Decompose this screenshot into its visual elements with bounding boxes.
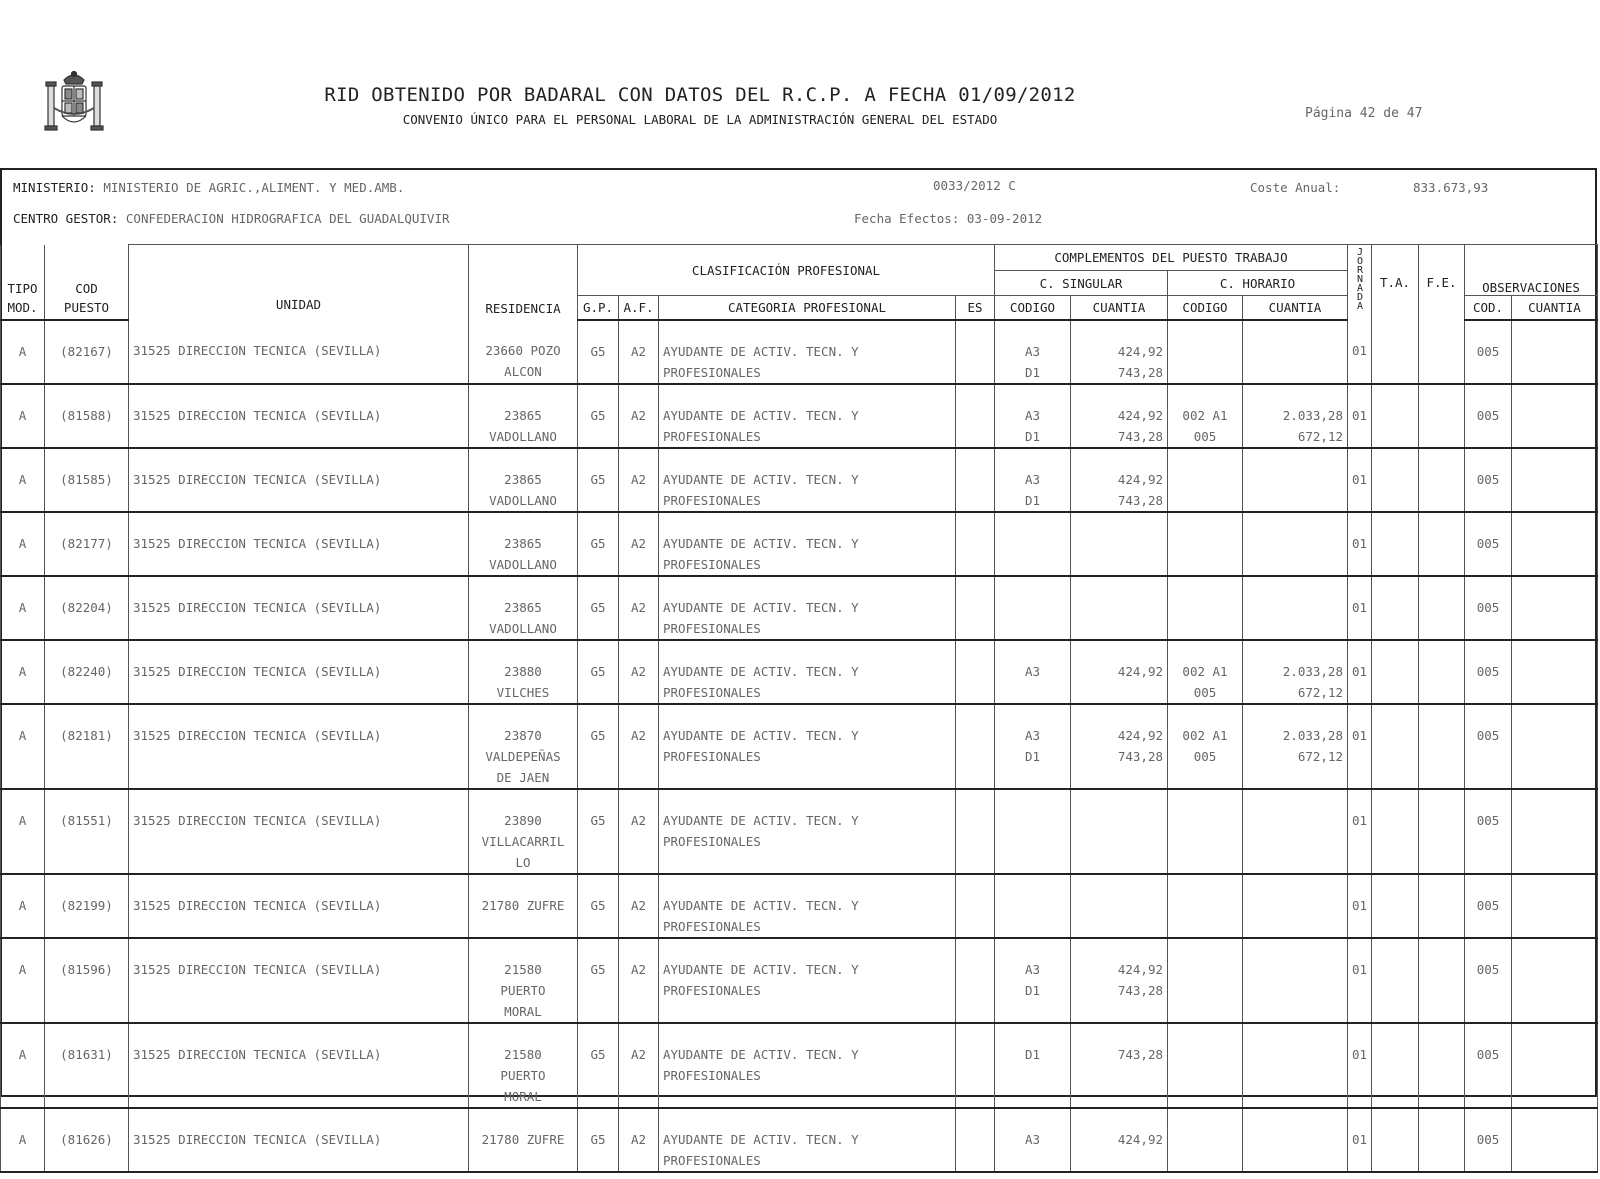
cell-unidad: 31525 DIRECCION TECNICA (SEVILLA) [129,938,469,1023]
header-c-horario [1168,271,1348,296]
cell-ch-codigo [1168,320,1243,384]
cell-es [956,874,995,938]
header-unidad-label: UNIDAD [275,296,322,312]
header-jornada-label: JORNADA [1354,247,1366,310]
ministerio-value: MINISTERIO DE AGRIC.,ALIMENT. Y MED.AMB. [103,180,405,195]
cell-jornada: 01 [1348,384,1372,448]
cell-unidad: 31525 DIRECCION TECNICA (SEVILLA) [129,1108,469,1172]
cell-gp: G5 [578,448,619,512]
cell-unidad: 31525 DIRECCION TECNICA (SEVILLA) [129,512,469,576]
cell-puesto: (81596) [45,938,129,1023]
cell-jornada: 01 [1348,938,1372,1023]
cell-categoria: AYUDANTE DE ACTIV. TECN. Y PROFESIONALES [659,320,956,384]
cell-cs-codigo [995,789,1071,874]
header-observaciones-label: OBSERVACIONES [1482,280,1580,295]
cell-obs-cod: 005 [1465,704,1512,789]
header-cod-label: COD [75,280,98,296]
cell-obs-cuantia [1512,789,1598,874]
cell-gp: G5 [578,512,619,576]
cell-categoria: AYUDANTE DE ACTIV. TECN. Y PROFESIONALES [659,384,956,448]
cell-categoria: AYUDANTE DE ACTIV. TECN. Y PROFESIONALES [659,512,956,576]
cell-jornada: 01 [1348,789,1372,874]
cell-categoria: AYUDANTE DE ACTIV. TECN. Y PROFESIONALES [659,704,956,789]
header-categoria-label: CATEGORIA PROFESIONAL [727,299,887,315]
cell-obs-cod: 005 [1465,320,1512,384]
table-row [1,512,1598,576]
header-gp-label: G.P. [582,299,614,315]
cell-categoria: AYUDANTE DE ACTIV. TECN. Y PROFESIONALES [659,1108,956,1172]
table-row [1,704,1598,789]
header-obs-cod-label: COD. [1472,299,1504,315]
table-row [1,874,1598,938]
cell-obs-cod: 005 [1465,1108,1512,1172]
header-tipo-label: TIPO [7,280,38,296]
cell-fe [1419,704,1465,789]
cell-cs-codigo [995,576,1071,640]
cell-gp: G5 [578,938,619,1023]
cell-ch-cuantia: 2.033,28 672,12 [1243,384,1348,448]
cell-af: A2 [619,320,659,384]
cell-obs-cuantia [1512,640,1598,704]
cell-tipo: A [1,640,45,704]
header-observaciones [1465,245,1598,296]
cell-ch-cuantia [1243,789,1348,874]
cell-residencia: 23870 VALDEPEÑAS DE JAEN [469,704,578,789]
cell-ch-cuantia [1243,1023,1348,1108]
header-residencia-label: RESIDENCIA [485,300,561,316]
cell-residencia: 23865 VADOLLANO [469,576,578,640]
cell-es [956,512,995,576]
cell-gp: G5 [578,640,619,704]
header-residencia [469,245,578,320]
cell-cs-codigo: D1 [995,1023,1071,1108]
cell-cs-cuantia [1071,874,1168,938]
header-ch-codigo-label: CODIGO [1182,299,1228,315]
cell-af: A2 [619,448,659,512]
cell-ta [1372,384,1419,448]
header-complementos-label: COMPLEMENTOS DEL PUESTO TRABAJO [1054,250,1288,265]
cell-ch-codigo [1168,448,1243,512]
cell-ta [1372,576,1419,640]
cell-af: A2 [619,874,659,938]
cell-cs-cuantia [1071,576,1168,640]
cell-cs-codigo: A3 D1 [995,448,1071,512]
cell-residencia: 23865 VADOLLANO [469,512,578,576]
header-es-label: ES [967,299,983,315]
header-obs-cod [1465,296,1512,320]
header-puesto [45,296,129,320]
cell-es [956,938,995,1023]
header-obs-cuantia-label: CUANTIA [1528,299,1581,315]
cell-ch-cuantia [1243,1108,1348,1172]
cell-ta [1372,1023,1419,1108]
header-es [956,296,995,320]
cell-obs-cod: 005 [1465,576,1512,640]
header-gp [578,296,619,320]
cell-fe [1419,789,1465,874]
cell-ch-cuantia [1243,448,1348,512]
centro-line [13,211,450,226]
cell-af: A2 [619,789,659,874]
cell-obs-cuantia [1512,448,1598,512]
cell-unidad: 31525 DIRECCION TECNICA (SEVILLA) [129,320,469,384]
cell-residencia: 21780 ZUFRE [469,874,578,938]
cell-puesto: (82177) [45,512,129,576]
cell-obs-cod: 005 [1465,874,1512,938]
cell-categoria: AYUDANTE DE ACTIV. TECN. Y PROFESIONALES [659,576,956,640]
cell-residencia: 23865 VADOLLANO [469,448,578,512]
cell-puesto: (81631) [45,1023,129,1108]
cell-ta [1372,448,1419,512]
cell-jornada: 01 [1348,1023,1372,1108]
cell-puesto: (81551) [45,789,129,874]
header-obs-cuantia [1512,296,1598,320]
header-categoria [659,296,956,320]
cell-tipo: A [1,874,45,938]
cell-fe [1419,938,1465,1023]
header-cs-codigo-label: CODIGO [1009,299,1056,315]
header-jornada [1348,245,1372,320]
header-fe-label: F.E. [1426,274,1457,290]
cell-unidad: 31525 DIRECCION TECNICA (SEVILLA) [129,640,469,704]
cell-residencia: 23660 POZO ALCON [469,320,578,384]
cell-ch-cuantia [1243,874,1348,938]
cell-af: A2 [619,704,659,789]
cell-ch-codigo [1168,576,1243,640]
table-row [1,1023,1598,1108]
cell-jornada: 01 [1348,512,1372,576]
table-row [1,938,1598,1023]
cell-ch-codigo [1168,1023,1243,1108]
cell-gp: G5 [578,320,619,384]
cell-obs-cod: 005 [1465,512,1512,576]
cell-ch-codigo: 002 A1 005 [1168,704,1243,789]
cell-ch-cuantia [1243,938,1348,1023]
coste-value: 833.673,93 [1413,180,1489,195]
cell-tipo: A [1,704,45,789]
cell-cs-codigo: A3 D1 [995,320,1071,384]
header-cs-codigo [995,296,1071,320]
cell-unidad: 31525 DIRECCION TECNICA (SEVILLA) [129,384,469,448]
header-ta-label: T.A. [1379,274,1411,290]
cell-gp: G5 [578,789,619,874]
cell-obs-cod: 005 [1465,640,1512,704]
centro-label: CENTRO GESTOR: [13,211,119,226]
cell-ch-codigo [1168,874,1243,938]
cell-cs-codigo [995,874,1071,938]
cell-puesto: (82167) [45,320,129,384]
header-ch-cuantia [1243,296,1348,320]
cell-cs-codigo: A3 D1 [995,384,1071,448]
cell-ta [1372,512,1419,576]
cell-ch-codigo [1168,938,1243,1023]
cell-gp: G5 [578,576,619,640]
cell-obs-cod: 005 [1465,384,1512,448]
cell-puesto: (82204) [45,576,129,640]
cell-es [956,1108,995,1172]
ministerio-label: MINISTERIO: [13,180,96,195]
cell-es [956,448,995,512]
cell-residencia: 21780 ZUFRE [469,1108,578,1172]
cell-af: A2 [619,1108,659,1172]
cell-fe [1419,512,1465,576]
cell-fe [1419,874,1465,938]
cell-es [956,704,995,789]
cell-jornada: 01 [1348,320,1372,384]
cell-cs-cuantia: 424,92 743,28 [1071,938,1168,1023]
cell-tipo: A [1,938,45,1023]
cell-ch-codigo: 002 A1 005 [1168,384,1243,448]
cell-cs-cuantia: 424,92 743,28 [1071,384,1168,448]
header-clasificacion [578,245,995,296]
cell-categoria: AYUDANTE DE ACTIV. TECN. Y PROFESIONALES [659,789,956,874]
cell-categoria: AYUDANTE DE ACTIV. TECN. Y PROFESIONALES [659,1023,956,1108]
cell-categoria: AYUDANTE DE ACTIV. TECN. Y PROFESIONALES [659,448,956,512]
cell-tipo: A [1,576,45,640]
header-cs-cuantia-label: CUANTIA [1092,299,1146,315]
header-ta [1372,245,1419,320]
cell-residencia: 21580 PUERTO MORAL [469,1023,578,1108]
cell-jornada: 01 [1348,1108,1372,1172]
cell-ta [1372,1108,1419,1172]
cell-puesto: (81588) [45,384,129,448]
cell-cs-cuantia: 424,92 743,28 [1071,704,1168,789]
cell-ta [1372,789,1419,874]
cell-puesto: (82240) [45,640,129,704]
cell-ch-cuantia [1243,576,1348,640]
table-row [1,320,1598,384]
cell-obs-cuantia [1512,512,1598,576]
cell-tipo: A [1,789,45,874]
cell-ch-cuantia: 2.033,28 672,12 [1243,704,1348,789]
cell-ta [1372,938,1419,1023]
cell-tipo: A [1,320,45,384]
table-row [1,1108,1598,1172]
header-tipo [1,245,45,296]
centro-value: CONFEDERACION HIDROGRAFICA DEL GUADALQUIVIR [125,211,450,226]
cell-af: A2 [619,640,659,704]
cell-ta [1372,874,1419,938]
header-mod [1,296,45,320]
cell-ch-codigo: 002 A1 005 [1168,640,1243,704]
cell-obs-cod: 005 [1465,1023,1512,1108]
cell-categoria: AYUDANTE DE ACTIV. TECN. Y PROFESIONALES [659,874,956,938]
cell-puesto: (82199) [45,874,129,938]
cell-categoria: AYUDANTE DE ACTIV. TECN. Y PROFESIONALES [659,640,956,704]
header-c-horario-label: C. HORARIO [1219,275,1296,291]
cell-gp: G5 [578,1108,619,1172]
cell-tipo: A [1,384,45,448]
cell-ch-cuantia [1243,320,1348,384]
document-subtitle: CONVENIO ÚNICO PARA EL PERSONAL LABORAL DE LA ADMINISTRACIÓN GENERAL DEL ESTADO [402,112,998,127]
header-ch-codigo [1168,296,1243,320]
cell-unidad: 31525 DIRECCION TECNICA (SEVILLA) [129,789,469,874]
cell-jornada: 01 [1348,640,1372,704]
cell-gp: G5 [578,704,619,789]
cell-jornada: 01 [1348,576,1372,640]
header-mod-label: MOD. [7,299,38,315]
cell-ch-cuantia: 2.033,28 672,12 [1243,640,1348,704]
cell-ta [1372,704,1419,789]
cell-es [956,1023,995,1108]
cell-cs-cuantia: 424,92 [1071,640,1168,704]
cell-unidad: 31525 DIRECCION TECNICA (SEVILLA) [129,704,469,789]
cell-residencia: 21580 PUERTO MORAL [469,938,578,1023]
cell-es [956,789,995,874]
coste-amount [1413,180,1488,195]
header-ch-cuantia-label: CUANTIA [1268,299,1322,315]
cell-af: A2 [619,938,659,1023]
cell-unidad: 31525 DIRECCION TECNICA (SEVILLA) [129,1023,469,1108]
coste-line [1250,180,1340,195]
cell-obs-cuantia [1512,874,1598,938]
cell-es [956,320,995,384]
table-row [1,640,1598,704]
cell-ta [1372,320,1419,384]
cell-cs-cuantia: 424,92 743,28 [1071,448,1168,512]
cell-puesto: (81626) [45,1108,129,1172]
reference-code [933,178,1016,193]
cell-tipo: A [1,1108,45,1172]
cell-unidad: 31525 DIRECCION TECNICA (SEVILLA) [129,874,469,938]
fecha-value: 03-09-2012 [966,211,1043,226]
cell-unidad: 31525 DIRECCION TECNICA (SEVILLA) [129,448,469,512]
cell-cs-cuantia: 743,28 [1071,1023,1168,1108]
cell-ch-cuantia [1243,512,1348,576]
cell-es [956,576,995,640]
cell-fe [1419,448,1465,512]
cell-cs-cuantia: 424,92 [1071,1108,1168,1172]
cell-es [956,640,995,704]
cell-cs-codigo: A3 [995,1108,1071,1172]
cell-cs-codigo: A3 D1 [995,938,1071,1023]
cell-tipo: A [1,448,45,512]
cell-fe [1419,640,1465,704]
table-row [1,384,1598,448]
cell-obs-cuantia [1512,1108,1598,1172]
header-puesto-label: PUESTO [63,299,110,315]
cell-obs-cuantia [1512,1023,1598,1108]
cell-obs-cuantia [1512,320,1598,384]
cell-cs-codigo: A3 [995,640,1071,704]
fecha-line [854,211,1042,226]
header-clasificacion-label: CLASIFICACIÓN PROFESIONAL [691,262,881,278]
cell-tipo: A [1,1023,45,1108]
cell-obs-cuantia [1512,704,1598,789]
cell-cs-cuantia: 424,92 743,28 [1071,320,1168,384]
cell-puesto: (82181) [45,704,129,789]
cell-unidad: 31525 DIRECCION TECNICA (SEVILLA) [129,576,469,640]
header-complementos [995,245,1348,271]
reference-value: 0033/2012 C [933,178,1016,193]
header-af-label: A.F. [623,299,654,315]
table-row [1,448,1598,512]
header-c-singular [995,271,1168,296]
table-row [1,576,1598,640]
cell-fe [1419,384,1465,448]
cell-ta [1372,640,1419,704]
cell-tipo: A [1,512,45,576]
cell-jornada: 01 [1348,448,1372,512]
cell-cs-codigo [995,512,1071,576]
header-c-singular-label: C. SINGULAR [1039,275,1123,291]
cell-obs-cod: 005 [1465,448,1512,512]
cell-af: A2 [619,384,659,448]
cell-cs-codigo: A3 D1 [995,704,1071,789]
cell-fe [1419,576,1465,640]
fecha-label: Fecha Efectos: [854,211,960,226]
header-unidad [129,245,469,320]
cell-ch-codigo [1168,512,1243,576]
cell-residencia: 23890 VILLACARRIL LO [469,789,578,874]
cell-gp: G5 [578,384,619,448]
cell-af: A2 [619,512,659,576]
cell-jornada: 01 [1348,704,1372,789]
cell-cs-cuantia [1071,789,1168,874]
positions-table [0,244,1598,1173]
cell-fe [1419,320,1465,384]
coste-label: Coste Anual: [1250,180,1341,195]
cell-obs-cod: 005 [1465,938,1512,1023]
cell-residencia: 23865 VADOLLANO [469,384,578,448]
header-fe [1419,245,1465,320]
document-title: RID OBTENIDO POR BADARAL CON DATOS DEL R.C.P. A FECHA 01/09/2012 [324,84,1076,106]
ministerio-line [13,180,404,195]
header-cod [45,245,129,296]
cell-gp: G5 [578,874,619,938]
cell-obs-cuantia [1512,576,1598,640]
page-number: Página 42 de 47 [1305,106,1423,121]
cell-es [956,384,995,448]
cell-jornada: 01 [1348,874,1372,938]
cell-ch-codigo [1168,1108,1243,1172]
cell-cs-cuantia [1071,512,1168,576]
cell-af: A2 [619,576,659,640]
cell-obs-cod: 005 [1465,789,1512,874]
header-cs-cuantia [1071,296,1168,320]
cell-residencia: 23880 VILCHES [469,640,578,704]
header-af [619,296,659,320]
cell-af: A2 [619,1023,659,1108]
cell-obs-cuantia [1512,938,1598,1023]
cell-ch-codigo [1168,789,1243,874]
cell-puesto: (81585) [45,448,129,512]
cell-obs-cuantia [1512,384,1598,448]
cell-categoria: AYUDANTE DE ACTIV. TECN. Y PROFESIONALES [659,938,956,1023]
cell-fe [1419,1108,1465,1172]
cell-fe [1419,1023,1465,1108]
table-row [1,789,1598,874]
cell-gp: G5 [578,1023,619,1108]
